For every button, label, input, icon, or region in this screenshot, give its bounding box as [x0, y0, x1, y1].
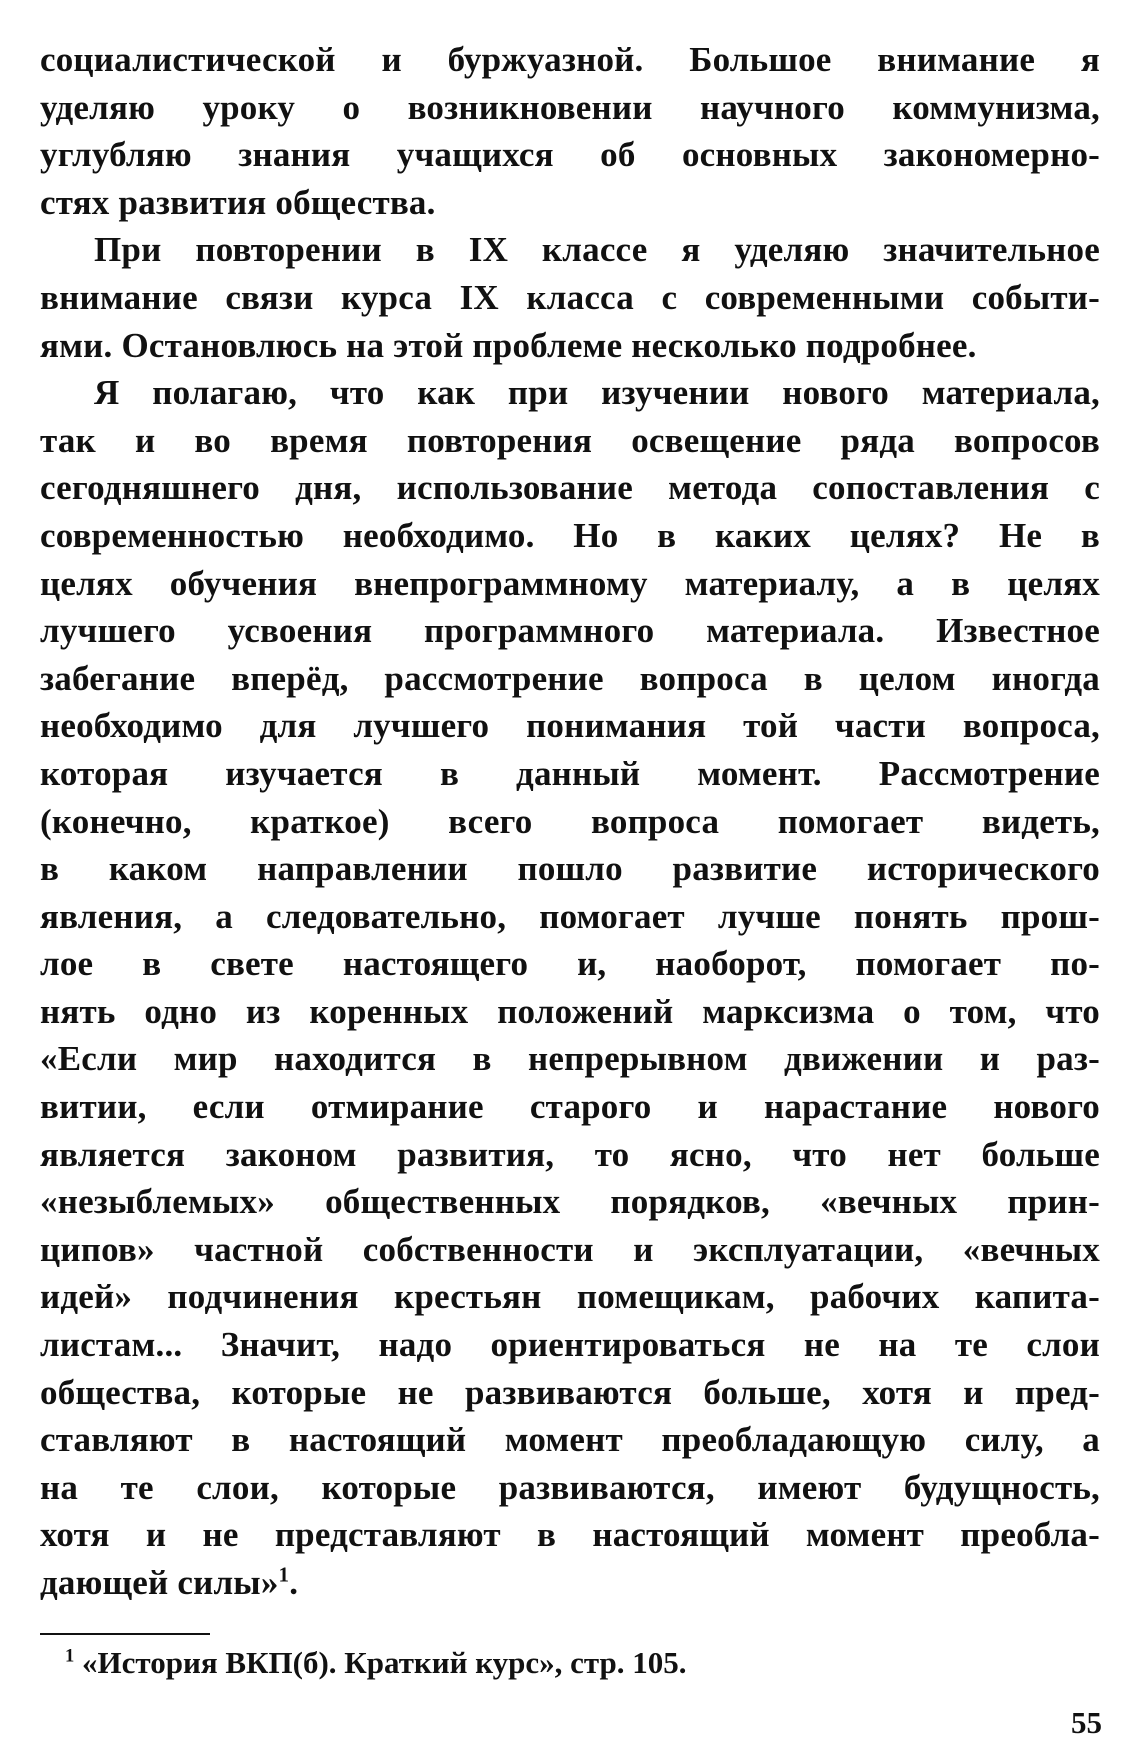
text-line-content: стях развития общества. [40, 182, 436, 222]
text-line-content: витии, если отмирание старого и нарастание нового [40, 1087, 1100, 1127]
text-line-content: общества, которые не развиваются больше, хотя и пред- [40, 1372, 1100, 1412]
text-line [40, 1178, 1100, 1226]
text-line-content: лучшего усвоения программного материала. Известное [40, 611, 1100, 651]
text-line-content: (конечно, краткое) всего вопроса помогает видеть, [40, 801, 1100, 841]
text-line [40, 36, 1100, 84]
text-line [40, 655, 1100, 703]
text-line-content: которая изучается в данный момент. Рассмотрение [40, 753, 1100, 793]
text-line [40, 560, 1100, 608]
text-line [40, 1464, 1100, 1512]
text-line [40, 322, 1100, 370]
text-line-content: на те слои, которые развиваются, имеют будущность, [40, 1467, 1100, 1507]
text-line-content: так и во время повторения освещение ряда вопросов [40, 420, 1100, 460]
text-line [40, 1273, 1100, 1321]
text-line [40, 84, 1100, 132]
text-line [40, 369, 1100, 417]
text-line-content: углубляю знания учащихся об основных закономерно- [40, 135, 1100, 175]
text-line [40, 1083, 1100, 1131]
text-line [40, 179, 1100, 227]
text-line [40, 750, 1100, 798]
text-line-content: ставляют в настоящий момент преобладающую силу, а [40, 1420, 1100, 1460]
text-line-content: явления, а следовательно, помогает лучше понять прош- [40, 896, 1100, 936]
text-line [40, 1416, 1100, 1464]
text-line-content: уделяю уроку о возникновении научного коммунизма, [40, 87, 1100, 127]
page-number: 55 [1071, 1705, 1102, 1740]
text-line-tail: . [289, 1563, 299, 1602]
footnote-rule [40, 1633, 210, 1635]
text-line-content: «Если мир находится в непрерывном движении и раз- [40, 1039, 1100, 1079]
text-line-content: необходимо для лучшего понимания той части вопроса, [40, 706, 1100, 746]
text-line [40, 1511, 1100, 1559]
footnote [65, 1643, 687, 1683]
text-line-content: внимание связи курса IX класса с современными событи- [40, 277, 1100, 317]
text-line [40, 940, 1100, 988]
text-line [40, 274, 1100, 322]
text-line-content: «незыблемых» общественных порядков, «вечных прин- [40, 1182, 1100, 1222]
footnote-text: «История ВКП(б). Краткий курс», стр. 105. [82, 1645, 687, 1680]
text-line-content: дающей силы» [40, 1563, 279, 1602]
text-line [40, 464, 1100, 512]
text-line-content: сегодняшнего дня, использование метода сопоставления с [40, 468, 1100, 508]
text-line-content: При повторении в IX классе я уделяю значительное [94, 230, 1100, 270]
text-line [40, 1226, 1100, 1274]
text-line-content: идей» подчинения крестьян помещикам, рабочих капита- [40, 1277, 1100, 1317]
text-line-content: социалистической и буржуазной. Большое внимание я [40, 40, 1100, 79]
text-line [40, 845, 1100, 893]
text-line [40, 1131, 1100, 1179]
text-line-content: нять одно из коренных положений марксизма о том, что [40, 991, 1100, 1031]
footnote-reference: 1 [278, 1562, 290, 1587]
text-line-content: в каком направлении пошло развитие исторического [40, 849, 1100, 889]
text-line-content: современностью необходимо. Но в каких целях? Не в [40, 515, 1100, 555]
text-line [40, 512, 1100, 560]
footnote-marker: 1 [65, 1645, 75, 1667]
text-line [40, 131, 1100, 179]
text-line-content: является законом развития, то ясно, что нет больше [40, 1134, 1100, 1174]
text-line-content: целях обучения внепрограммному материалу, а в целях [40, 563, 1100, 603]
page-body [40, 36, 1100, 1607]
text-line-content: ями. Остановлюсь на этой проблеме несколько подробнее. [40, 325, 977, 365]
text-line [40, 1035, 1100, 1083]
text-line-content: листам... Значит, надо ориентироваться не на те слои [40, 1325, 1100, 1365]
text-line [40, 607, 1100, 655]
text-line-content: Я полагаю, что как при изучении нового материала, [94, 373, 1100, 413]
text-line [40, 893, 1100, 941]
text-line [40, 702, 1100, 750]
text-line-content: забегание вперёд, рассмотрение вопроса в целом иногда [40, 658, 1100, 698]
text-line [40, 1559, 1100, 1607]
text-line [40, 1369, 1100, 1417]
text-line-content: хотя и не представляют в настоящий момент преобла- [40, 1515, 1100, 1555]
text-line [40, 1321, 1100, 1369]
text-line-content: лое в свете настоящего и, наоборот, помогает по- [40, 944, 1100, 984]
text-line-content: ципов» частной собственности и эксплуатации, «вечных [40, 1229, 1100, 1269]
text-line [40, 988, 1100, 1036]
text-line [40, 226, 1100, 274]
text-line [40, 798, 1100, 846]
text-line [40, 417, 1100, 465]
